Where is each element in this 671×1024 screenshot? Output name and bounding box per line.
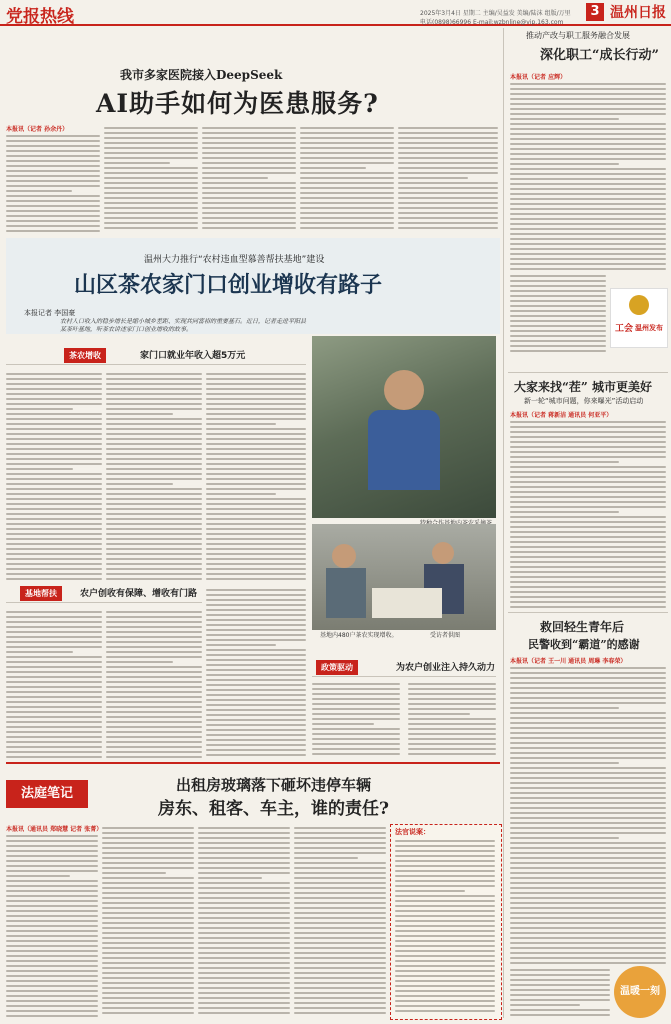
tea-byline: 本报记者 李国豪	[24, 309, 76, 317]
right-bottom-body	[510, 664, 666, 964]
right-bottom-body-2	[510, 966, 610, 1018]
right-bottom-rule	[508, 612, 668, 613]
ai-kicker: 我市多家医院接入DeepSeek	[120, 68, 283, 82]
person-1-figure	[332, 544, 356, 568]
bottom-top-rule	[6, 762, 500, 764]
tea-body-col-2	[106, 370, 202, 580]
tea-sub2-title: 农户创收有保障、增收有门路	[80, 589, 198, 599]
tea-sub1-rule	[6, 364, 306, 365]
farmer-figure	[384, 370, 424, 410]
person-2-figure	[432, 542, 454, 564]
tea-sub3-tag: 政策驱动	[316, 660, 358, 675]
right-mid-sub: 新一轮“城市问题，你来曝光”活动启动	[524, 397, 644, 405]
tea-group-photo	[312, 524, 496, 630]
papers-figure	[372, 588, 442, 618]
bottom-kicker: 出租房玻璃落下砸坏违停车辆	[176, 776, 372, 794]
right-top-body	[510, 80, 666, 270]
tea-headline: 山区茶农家门口创业增收有路子	[74, 272, 383, 298]
tea-caption-1: 基地内480户茶农实现增收。	[320, 632, 398, 639]
bottom-body-col-1	[6, 832, 98, 1018]
section-title: 党报热线	[6, 7, 74, 27]
ai-headline: AI助手如何为医患服务?	[96, 89, 379, 118]
court-notes-badge: 法庭笔记	[6, 780, 88, 808]
page-number: 3	[586, 3, 604, 21]
ai-body-col-2	[104, 124, 198, 232]
right-mid-body	[510, 418, 666, 608]
tea-farmer-photo	[312, 336, 496, 518]
judge-notes-body	[395, 837, 495, 1015]
bottom-body-col-2	[102, 824, 194, 1018]
ai-body-col-1	[6, 132, 100, 232]
badge-bottom-text: 温州发布	[635, 324, 663, 332]
tea-sub2-rule	[6, 602, 202, 603]
tea-photo-credit: 受访者供图	[430, 632, 461, 639]
right-mid-byline: 本报讯（记者 蒋新洁 通讯员 何亚平）	[510, 412, 613, 419]
union-badge	[610, 288, 668, 348]
right-mid-headline: 大家来找“茬” 城市更美好	[514, 380, 652, 394]
tea-body-col-4	[6, 608, 102, 758]
tea-body-col-8	[408, 680, 496, 758]
tea-sub1-title: 家门口就业年收入超5万元	[140, 351, 246, 361]
issue-info	[420, 8, 571, 26]
judge-notes-box	[390, 824, 502, 1020]
paper-name: 温州日报	[610, 5, 666, 21]
badge-top-text: 工会	[615, 324, 634, 334]
warm-moment-stamp: 温暖一刻	[614, 966, 666, 1018]
right-bottom-sub: 民警收到“霸道”的感谢	[528, 638, 640, 651]
bottom-body-col-3	[198, 824, 290, 1018]
bottom-byline: 本报讯（通讯员 郑晓慧 记者 张菁）	[6, 826, 103, 833]
farmer-jacket	[368, 410, 440, 490]
ai-body-col-3	[202, 124, 296, 232]
tea-sub2-tag: 基地帮扶	[20, 586, 62, 601]
right-mid-rule	[508, 372, 668, 373]
right-bottom-headline: 救回轻生青年后	[540, 620, 625, 634]
bottom-body-col-4	[294, 824, 386, 1018]
issue-date-line: 2025年3月4日 星期二 主编/吴益发 美编/陆沫 组版/万里	[420, 10, 571, 17]
right-top-kicker: 推动产改与职工服务融合发展	[526, 31, 630, 40]
tea-body-col-5	[106, 608, 202, 758]
column-divider	[503, 28, 504, 1018]
tea-body-col-7	[312, 680, 400, 758]
tea-sub1-tag: 茶农增收	[64, 348, 106, 363]
right-bottom-byline: 本报讯（记者 王一川 通讯员 周琳 李春荣）	[510, 658, 627, 665]
right-top-byline: 本报讯（记者 应辉）	[510, 74, 567, 81]
tea-body-col-3	[206, 370, 306, 580]
person-1-body	[326, 568, 366, 618]
right-top-body-2	[510, 272, 606, 354]
right-top-headline: 深化职工“成长行动”	[540, 48, 659, 63]
tea-kicker: 温州大力推行“农村违血型慕善帮扶基地”建设	[144, 255, 325, 265]
tea-sub3-rule	[312, 676, 496, 677]
ai-byline: 本报讯（记者 孙余丹）	[6, 126, 69, 133]
union-logo-icon	[629, 295, 649, 315]
contact-line: 电话(0898)66996 E-mail:wzbnline@vip.163.com	[420, 19, 564, 26]
judge-notes-title: 法官说案：	[395, 828, 430, 836]
tea-lede: 农村人口收入的稳步增长是缩小城乡差距、实现共同富裕的重要基石。近日，记者走进平阳县某茶叶基地，听茶农讲述家门口创业增收的故事。	[60, 318, 307, 333]
tea-body-col-1	[6, 370, 102, 580]
ai-body-col-5	[398, 124, 498, 232]
bottom-headline: 房东、租客、车主，谁的责任?	[158, 799, 389, 819]
tea-sub3-title: 为农户创业注入持久动力	[396, 663, 496, 673]
tea-body-col-6	[206, 586, 306, 758]
ai-body-col-4	[300, 124, 394, 232]
